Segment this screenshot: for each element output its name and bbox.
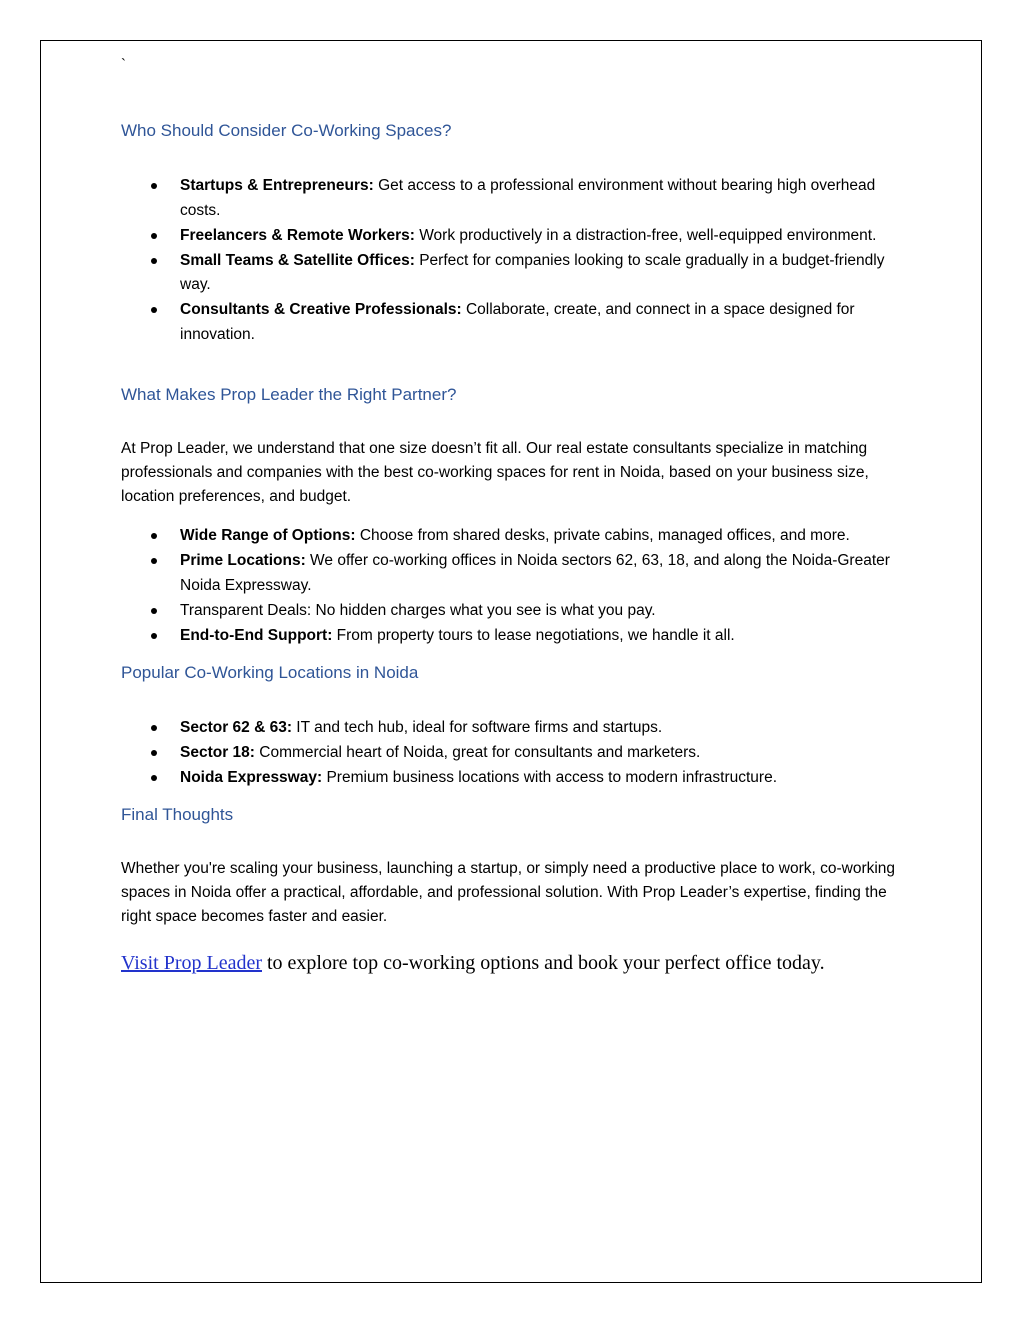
- bullet-icon: [151, 307, 157, 313]
- list-item: [150, 766, 910, 791]
- bullet-icon: [151, 258, 157, 264]
- paragraph-right-partner: At Prop Leader, we understand that one size doesn’t fit all. Our real estate consultants specialize in matching professionals and companies with the best co-working spaces for rent in Noida, based on your business size, location preferences, and budget.: [121, 440, 869, 505]
- list-popular-locations: [150, 716, 910, 791]
- item-text: Perfect for companies looking to scale gradually in a budget-friendly way.: [180, 251, 885, 293]
- item-label: Prime Locations:: [180, 552, 306, 569]
- item-label: Sector 18:: [180, 744, 255, 761]
- heading-who-should-consider: Who Should Consider Co-Working Spaces?: [121, 121, 452, 140]
- item-label: End-to-End Support:: [180, 626, 333, 644]
- item-label: Freelancers & Remote Workers:: [180, 226, 415, 244]
- bullet-icon: [151, 608, 157, 614]
- bullet-icon: [151, 775, 157, 781]
- bullet-icon: [151, 533, 157, 539]
- item-label: Sector 62 & 63:: [180, 719, 292, 736]
- item-text: Commercial heart of Noida, great for consultants and marketers.: [254, 744, 701, 761]
- item-text: Work productively in a distraction-free, well-equipped environment.: [414, 226, 877, 244]
- item-text: Transparent Deals: No hidden charges what you see is what you pay.: [180, 601, 656, 619]
- item-text: Collaborate, create, and connect in a space designed for innovation.: [180, 301, 855, 343]
- bullet-icon: [151, 725, 157, 731]
- item-label: Consultants & Creative Professionals:: [180, 301, 462, 318]
- list-item: [150, 599, 910, 624]
- item-text: IT and tech hub, ideal for software firms and startups.: [292, 719, 663, 736]
- heading-right-partner: What Makes Prop Leader the Right Partner?: [121, 385, 457, 404]
- item-label: Small Teams & Satellite Offices:: [180, 251, 415, 269]
- bullet-icon: [151, 558, 157, 564]
- stray-backtick: `: [121, 56, 126, 73]
- list-item: [150, 524, 910, 549]
- list-item: [150, 624, 910, 649]
- bullet-icon: [151, 750, 157, 756]
- heading-popular-locations: Popular Co-Working Locations in Noida: [121, 663, 419, 682]
- item-text: Premium business locations with access to modern infrastructure.: [322, 769, 778, 786]
- list-item: [150, 716, 910, 741]
- item-text: From property tours to lease negotiations, we handle it all.: [332, 626, 735, 644]
- list-item: [150, 174, 910, 223]
- paragraph-final-thoughts: Whether you're scaling your business, launching a startup, or simply need a productive place to work, co-working spaces in Noida offer a practical, affordable, and professional solution. With Prop Leader’s expertise, finding the right space becomes faster and easier.: [121, 860, 896, 925]
- bullet-icon: [151, 233, 157, 239]
- list-item: [150, 549, 910, 598]
- item-label: Startups & Entrepreneurs:: [180, 177, 374, 194]
- cta-text: to explore top co-working options and book your perfect office today.: [262, 952, 825, 974]
- list-right-partner: [150, 524, 910, 649]
- list-item: [150, 249, 910, 298]
- call-to-action: [121, 952, 825, 975]
- list-item: [150, 741, 910, 766]
- item-text: We offer co-working offices in Noida sectors 62, 63, 18, and along the Noida-Greater Noida Expressway.: [180, 552, 890, 594]
- list-item: [150, 298, 910, 347]
- bullet-icon: [151, 633, 157, 639]
- item-label: Wide Range of Options:: [180, 527, 356, 544]
- visit-prop-leader-link[interactable]: Visit Prop Leader: [121, 952, 262, 974]
- list-item: [150, 224, 910, 249]
- bullet-icon: [151, 183, 157, 189]
- item-label: Noida Expressway:: [180, 769, 323, 786]
- list-who-should-consider: [150, 174, 910, 348]
- item-text: Get access to a professional environment without bearing high overhead costs.: [180, 177, 876, 219]
- heading-final-thoughts: Final Thoughts: [121, 805, 234, 824]
- item-text: Choose from shared desks, private cabins, managed offices, and more.: [355, 527, 850, 544]
